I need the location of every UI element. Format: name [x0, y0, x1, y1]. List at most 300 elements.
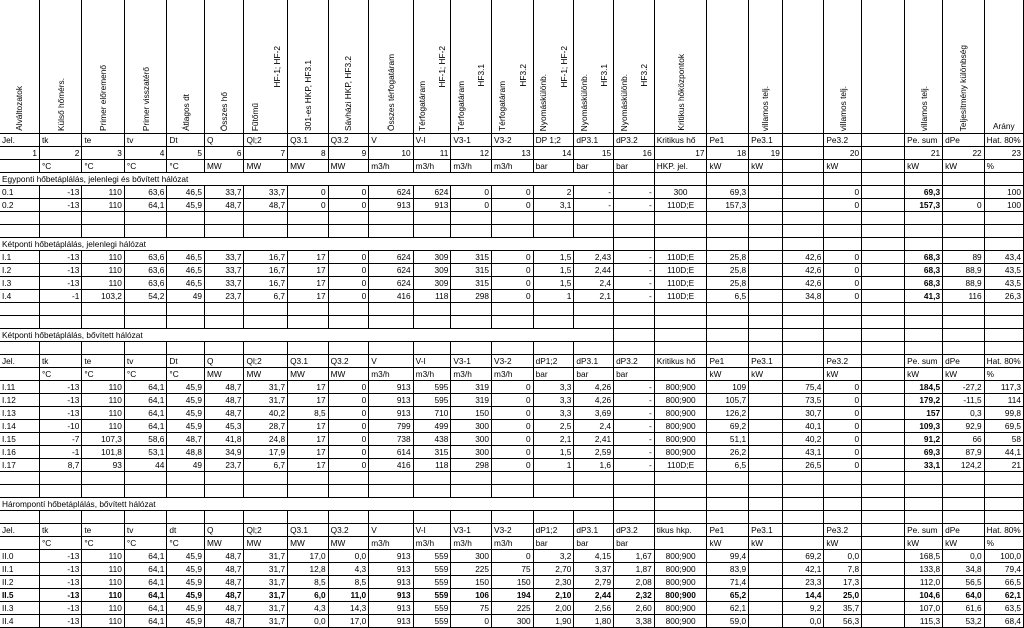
cell: Pe1: [707, 524, 749, 537]
cell: [328, 303, 369, 316]
cell: [782, 147, 823, 160]
cell: 33,7: [204, 264, 244, 277]
cell: 110: [82, 277, 125, 290]
cell: 17: [288, 420, 329, 433]
cell: 14: [533, 147, 574, 160]
table-row: [0, 186, 1024, 199]
cell: [654, 368, 707, 381]
cell: dP3.2: [614, 134, 655, 147]
cell: 117,3: [984, 381, 1023, 394]
cell: [654, 498, 707, 511]
cell: I.13: [0, 407, 39, 420]
cell: -13: [39, 563, 81, 576]
cell: [862, 342, 905, 355]
cell: dP3.1: [574, 355, 614, 368]
cell: 41,8: [204, 433, 244, 446]
cell: 17: [654, 147, 707, 160]
cell: [862, 563, 905, 576]
cell: 114: [984, 394, 1023, 407]
cell: [167, 303, 205, 316]
cell: [943, 472, 985, 485]
cell: 17,0: [328, 615, 369, 628]
cell: 62,1: [707, 602, 749, 615]
cell: Q3.2: [328, 524, 369, 537]
cell: 43,1: [782, 446, 823, 459]
cell: [574, 472, 614, 485]
cell: 14,3: [328, 602, 369, 615]
blank-row: [0, 212, 1024, 225]
cell: 22: [943, 147, 985, 160]
cell: m3/h: [451, 537, 492, 550]
cell: m3/h: [451, 368, 492, 381]
cell: 0,0: [328, 550, 369, 563]
cell: °C: [39, 368, 81, 381]
cell: [0, 225, 39, 238]
cell: 624: [369, 186, 413, 199]
column-header-label: Kritikus hőközpontok: [675, 54, 686, 131]
cell: 110: [82, 381, 125, 394]
column-header-label: Nyomáskülönb.: [538, 73, 549, 131]
cell: °C: [167, 368, 205, 381]
cell: [288, 472, 329, 485]
cell: V-I: [413, 134, 451, 147]
cell: 0: [824, 446, 862, 459]
cell: [244, 485, 288, 498]
cell: [862, 550, 905, 563]
cell: [574, 498, 614, 511]
cell: °C: [39, 537, 81, 550]
column-header-label: Külső hőmérs.: [55, 77, 66, 131]
cell: [824, 316, 862, 329]
cell: 68,3: [905, 251, 943, 264]
cell: 64,1: [124, 394, 166, 407]
cell: 63,6: [124, 251, 166, 264]
column-header: [167, 0, 205, 134]
cell: [167, 225, 205, 238]
cell: [451, 303, 492, 316]
cell: 225: [492, 602, 534, 615]
cell: tv: [124, 355, 166, 368]
column-header-sublabel: HF-1; HF-2: [558, 45, 569, 87]
cell: [614, 225, 655, 238]
cell: 1,90: [533, 615, 574, 628]
cell: 738: [369, 433, 413, 446]
cell: [413, 485, 451, 498]
cell: dt: [167, 524, 205, 537]
cell: 710: [413, 407, 451, 420]
cell: [862, 537, 905, 550]
cell: 0: [824, 186, 862, 199]
table-row: [0, 615, 1024, 628]
cell: 48,7: [204, 615, 244, 628]
cell: 110: [82, 550, 125, 563]
cell: 2,10: [533, 589, 574, 602]
cell: 0: [328, 407, 369, 420]
cell: 45,9: [167, 550, 205, 563]
cell: [749, 303, 783, 316]
cell: 59,0: [707, 615, 749, 628]
cell: [984, 303, 1023, 316]
cell: HKP. jel.: [654, 160, 707, 173]
cell: 800;900: [654, 420, 707, 433]
cell: 43,4: [984, 251, 1023, 264]
cell: -: [614, 251, 655, 264]
cell: [862, 212, 905, 225]
cell: 0: [492, 290, 534, 303]
cell: -1: [39, 446, 81, 459]
cell: [824, 472, 862, 485]
table-row: [0, 459, 1024, 472]
cell: 2,4: [574, 420, 614, 433]
cell: 17,9: [244, 446, 288, 459]
cell: 559: [413, 602, 451, 615]
cell: [862, 433, 905, 446]
cell: 40,2: [244, 407, 288, 420]
cell: V3-1: [451, 134, 492, 147]
cell: 4,26: [574, 381, 614, 394]
cell: 800;900: [654, 550, 707, 563]
cell: tv: [124, 134, 166, 147]
cell: [749, 264, 783, 277]
cell: 63,6: [124, 264, 166, 277]
cell: 46,5: [167, 264, 205, 277]
cell: 0: [492, 394, 534, 407]
cell: [824, 342, 862, 355]
cell: 300: [492, 615, 534, 628]
cell: 8,7: [39, 459, 81, 472]
cell: [124, 316, 166, 329]
section-title-row: [0, 238, 1024, 251]
cell: m3/h: [369, 368, 413, 381]
cell: [614, 342, 655, 355]
cell: [749, 498, 783, 511]
blank-row: [0, 472, 1024, 485]
cell: [204, 472, 244, 485]
cell: 2,60: [614, 602, 655, 615]
cell: 0: [328, 433, 369, 446]
cell: 12: [451, 147, 492, 160]
cell: [369, 511, 413, 524]
cell: [492, 225, 534, 238]
column-header-label: Nyomáskülönb.: [578, 73, 589, 131]
column-header-sublabel: HF-1; HF-2: [436, 45, 447, 87]
cell: [124, 485, 166, 498]
column-header-sublabel: HF-1; HF-2: [271, 45, 282, 87]
cell: 913: [369, 394, 413, 407]
cell: MW: [328, 368, 369, 381]
cell: [984, 485, 1023, 498]
cell: °C: [39, 160, 81, 173]
cell: 63,6: [124, 186, 166, 199]
cell: 89: [943, 251, 985, 264]
header-row: [0, 0, 1024, 134]
cell: [862, 602, 905, 615]
cell: MW: [288, 160, 329, 173]
cell: Q: [204, 134, 244, 147]
cell: 913: [369, 199, 413, 212]
cell: [749, 589, 783, 602]
column-header: [824, 0, 862, 134]
cell: [39, 472, 81, 485]
cell: MW: [328, 537, 369, 550]
cell: dP3.2: [614, 355, 655, 368]
cell: 56,3: [824, 615, 862, 628]
cell: 17,3: [824, 576, 862, 589]
cell: [905, 316, 943, 329]
cell: [862, 303, 905, 316]
table-row: [0, 550, 1024, 563]
cell: [614, 212, 655, 225]
column-header: [654, 0, 707, 134]
cell: [782, 199, 823, 212]
cell: 1,5: [533, 446, 574, 459]
cell: -: [574, 199, 614, 212]
cell: °C: [82, 537, 125, 550]
cell: 66,5: [984, 576, 1023, 589]
cell: 2,44: [574, 589, 614, 602]
cell: [749, 550, 783, 563]
cell: 0: [824, 290, 862, 303]
cell: [288, 316, 329, 329]
cell: [614, 485, 655, 498]
cell: 24,8: [244, 433, 288, 446]
cell: [905, 485, 943, 498]
cell: [533, 303, 574, 316]
cell: 48,8: [167, 446, 205, 459]
cell: V: [369, 134, 413, 147]
cell: 56,5: [943, 576, 985, 589]
cell: [204, 511, 244, 524]
cell: kW: [707, 537, 749, 550]
cell: [862, 498, 905, 511]
cell: [862, 277, 905, 290]
cell: 110: [82, 394, 125, 407]
cell: kW: [749, 160, 783, 173]
cell: [862, 160, 905, 173]
column-header: [244, 0, 288, 134]
cell: 0: [824, 407, 862, 420]
cell: -: [614, 433, 655, 446]
cell: [451, 342, 492, 355]
cell: [124, 225, 166, 238]
cell: -1: [39, 290, 81, 303]
section-title-row: [0, 498, 1024, 511]
cell: 91,2: [905, 433, 943, 446]
cell: 10: [369, 147, 413, 160]
cell: MW: [204, 537, 244, 550]
cell: 0,0: [824, 550, 862, 563]
cell: [451, 485, 492, 498]
cell: [749, 316, 783, 329]
cell: [862, 368, 905, 381]
cell: -: [574, 186, 614, 199]
cell: [862, 355, 905, 368]
column-number-row: [0, 147, 1024, 160]
cell: tv: [124, 524, 166, 537]
cell: m3/h: [413, 160, 451, 173]
cell: 31,7: [244, 576, 288, 589]
cell: [749, 199, 783, 212]
cell: 64,1: [124, 615, 166, 628]
cell: 110D;E: [654, 251, 707, 264]
cell: 4: [124, 147, 166, 160]
cell: 64,1: [124, 563, 166, 576]
cell: I.16: [0, 446, 39, 459]
cell: 45,9: [167, 576, 205, 589]
cell: 913: [413, 199, 451, 212]
cell: [369, 485, 413, 498]
cell: bar: [614, 160, 655, 173]
cell: 1,6: [574, 459, 614, 472]
cell: Hat. 80%: [984, 524, 1023, 537]
cell: 31,7: [244, 381, 288, 394]
cell: 49: [167, 290, 205, 303]
cell: Hat. 80%: [984, 355, 1023, 368]
blank-row: [0, 316, 1024, 329]
cell: [749, 329, 783, 342]
cell: 800;900: [654, 615, 707, 628]
cell: m3/h: [413, 368, 451, 381]
cell: 69,3: [905, 186, 943, 199]
cell: 31,7: [244, 563, 288, 576]
cell: [782, 329, 823, 342]
cell: [782, 238, 823, 251]
cell: [413, 212, 451, 225]
cell: [749, 394, 783, 407]
cell: dPe: [943, 524, 985, 537]
cell: 92,9: [943, 420, 985, 433]
cell: 913: [369, 576, 413, 589]
cell: [782, 368, 823, 381]
cell: 595: [413, 381, 451, 394]
cell: [749, 602, 783, 615]
cell: 2,1: [533, 433, 574, 446]
column-header-sublabel: HF3.1: [598, 64, 609, 87]
cell: [82, 225, 125, 238]
cell: [574, 303, 614, 316]
cell: 33,7: [204, 277, 244, 290]
cell: 41,3: [905, 290, 943, 303]
cell: 34,8: [782, 290, 823, 303]
cell: Jel.: [0, 134, 39, 147]
cell: 26,3: [984, 290, 1023, 303]
cell: 68,4: [984, 615, 1023, 628]
cell: 2,44: [574, 264, 614, 277]
cell: [749, 381, 783, 394]
cell: [328, 472, 369, 485]
cell: 3,69: [574, 407, 614, 420]
cell: [749, 485, 783, 498]
cell: °C: [124, 160, 166, 173]
column-header: [862, 0, 905, 134]
cell: °C: [82, 368, 125, 381]
cell: 64,1: [124, 550, 166, 563]
cell: 800;900: [654, 381, 707, 394]
cell: 31,7: [244, 394, 288, 407]
cell: Kritikus hő: [654, 134, 707, 147]
cell: [862, 225, 905, 238]
cell: [984, 316, 1023, 329]
cell: 68,3: [905, 264, 943, 277]
cell: II.0: [0, 550, 39, 563]
cell: MW: [244, 160, 288, 173]
cell: 0: [492, 186, 534, 199]
cell: 3,38: [614, 615, 655, 628]
unit-row: [0, 160, 1024, 173]
cell: [862, 511, 905, 524]
cell: 17: [288, 433, 329, 446]
cell: 315: [451, 264, 492, 277]
cell: MW: [288, 537, 329, 550]
cell: 624: [369, 264, 413, 277]
cell: I.2: [0, 264, 39, 277]
cell: [862, 264, 905, 277]
cell: 25,0: [824, 589, 862, 602]
cell: 31,7: [244, 589, 288, 602]
cell: [905, 225, 943, 238]
cell: [574, 511, 614, 524]
cell: 0: [824, 277, 862, 290]
cell: 126,2: [707, 407, 749, 420]
cell: [0, 303, 39, 316]
cell: 110: [82, 407, 125, 420]
cell: 30,7: [782, 407, 823, 420]
cell: 2,70: [533, 563, 574, 576]
cell: 26,5: [782, 459, 823, 472]
cell: 75: [492, 563, 534, 576]
cell: [824, 303, 862, 316]
cell: [451, 316, 492, 329]
column-header-sublabel: HF3.2: [639, 64, 650, 87]
cell: 913: [369, 615, 413, 628]
cell: 54,2: [124, 290, 166, 303]
cell: 0: [824, 433, 862, 446]
cell: 23,3: [782, 576, 823, 589]
cell: [824, 329, 862, 342]
cell: m3/h: [369, 160, 413, 173]
cell: 19: [749, 147, 783, 160]
cell: [492, 472, 534, 485]
cell: 0: [328, 264, 369, 277]
cell: [862, 420, 905, 433]
cell: Pe3.2: [824, 524, 862, 537]
cell: [984, 498, 1023, 511]
cell: 0: [328, 186, 369, 199]
cell: 0: [824, 251, 862, 264]
cell: [824, 173, 862, 186]
cell: -: [614, 290, 655, 303]
cell: [369, 212, 413, 225]
cell: 438: [413, 433, 451, 446]
cell: 110: [82, 563, 125, 576]
cell: Q: [204, 355, 244, 368]
cell: [124, 511, 166, 524]
cell: [749, 433, 783, 446]
column-header-label: 301-es HKP, HF3.1: [302, 60, 313, 131]
section-title: Kétponti hőbetáplálás, bővített hálózat: [0, 329, 574, 342]
cell: [782, 186, 823, 199]
cell: [167, 485, 205, 498]
cell: [39, 225, 81, 238]
cell: kW: [707, 160, 749, 173]
cell: [533, 316, 574, 329]
cell: [533, 342, 574, 355]
cell: [749, 290, 783, 303]
cell: 315: [413, 446, 451, 459]
column-header-label: Térfogatáram: [417, 81, 428, 131]
cell: 300: [451, 420, 492, 433]
column-header: [369, 0, 413, 134]
